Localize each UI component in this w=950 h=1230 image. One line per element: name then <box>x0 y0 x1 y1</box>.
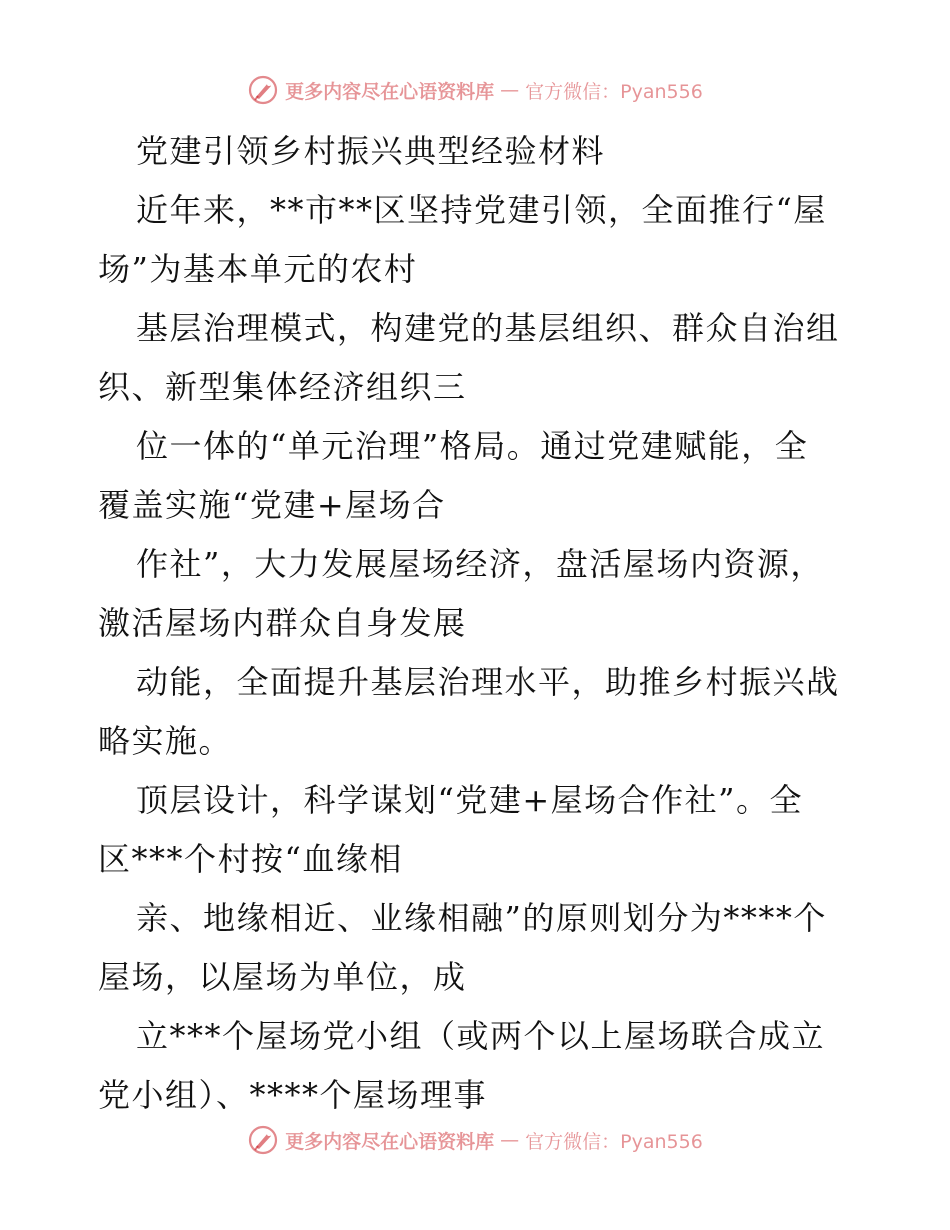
watermark-text: 更多内容尽在心语资料库 <box>285 80 495 103</box>
text-line: 近年来，**市**区坚持党建引领，全面推行“屋 <box>136 191 827 229</box>
text-line: 位一体的“单元治理”格局。通过党建赋能，全 <box>136 427 809 465</box>
text-line: 基层治理模式，构建党的基层组织、群众自治组 <box>136 309 840 347</box>
watermark-wechat: 官方微信：Pyan556 <box>525 1130 703 1153</box>
text-line: 覆盖实施“党建+屋场合 <box>98 486 446 524</box>
quill-pen-logo-icon <box>247 74 279 106</box>
document-body <box>98 122 858 1125</box>
text-line: 区***个村按“血缘相 <box>98 840 403 878</box>
quill-pen-logo-icon <box>247 1124 279 1156</box>
text-line: 动能，全面提升基层治理水平，助推乡村振兴战 <box>136 663 840 701</box>
text-line: 党小组）、****个屋场理事 <box>98 1076 488 1114</box>
header-watermark-inner <box>247 74 703 106</box>
text-line: 织、新型集体经济组织三 <box>98 368 467 406</box>
text-line: 亲、地缘相近、业缘相融”的原则划分为****个 <box>136 899 827 937</box>
header-watermark <box>0 70 950 110</box>
text-line: 立***个屋场党小组（或两个以上屋场联合成立 <box>136 1017 826 1055</box>
watermark-separator: — <box>500 79 520 101</box>
text-line: 顶层设计，科学谋划“党建+屋场合作社”。全 <box>136 781 804 819</box>
footer-watermark <box>0 1120 950 1160</box>
watermark-separator: — <box>500 1129 520 1151</box>
text-line: 略实施。 <box>98 722 233 760</box>
text-line: 作社”，大力发展屋场经济，盘活屋场内资源， <box>136 545 824 583</box>
text-line: 屋场，以屋场为单位，成 <box>98 958 467 996</box>
footer-watermark-inner <box>247 1124 703 1156</box>
text-line: 激活屋场内群众自身发展 <box>98 604 467 642</box>
text-line: 场”为基本单元的农村 <box>98 250 418 288</box>
watermark-wechat: 官方微信：Pyan556 <box>525 80 703 103</box>
document-title: 党建引领乡村振兴典型经验材料 <box>136 132 606 170</box>
watermark-text: 更多内容尽在心语资料库 <box>285 1130 495 1153</box>
